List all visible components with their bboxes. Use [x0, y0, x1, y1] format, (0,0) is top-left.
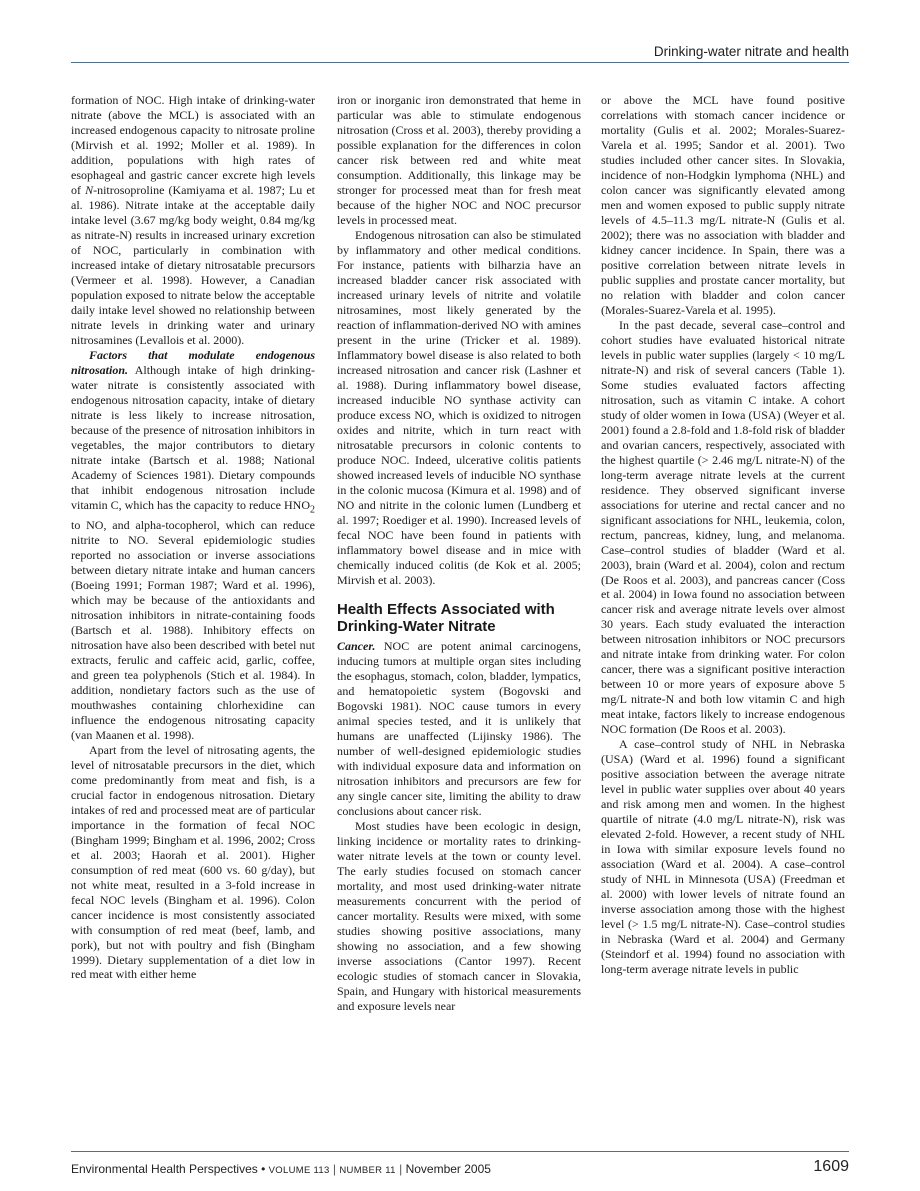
paragraph: Factors that modulate endogenous nitrosation. Although intake of high drinking-water nitrate is consistently associated with endogenous nitrosation capacity, intake of dietary nitrate is less likely to increase nitrosation, because of the presence of nitrosation inhibitors in vegetables, the major contributors to dietary nitrate intake (Bartsch et al. 1988; National Academy of Sciences 1981). Dietary compounds that inhibit endogenous nitrosation include vitamin C, which has the capacity to reduce $HNO_2$ to NO, and alpha-tocopherol, which can reduce nitrite to NO. Several epidemiologic studies reported no association or inverse associations between dietary nitrate intake and human cancers (Boeing 1991; Forman 1987; Ward et al. 1996), which may be because of the antioxidants and nitrosation inhibitors in nitrate-containing foods (Bartsch et al. 1988). Inhibitory effects on nitrosation have also been described with betel nut extracts, ferulic and caffeic acid, garlic, coffee, and green tea polyphenols (Stich et al. 1984). In addition, nondietary factors such as the use of mouthwashes containing chlorhexidine can influence the endogenous nitrosating capacity (van Maanen et al. 1998).	[71, 347, 315, 742]
footer-rule	[71, 1151, 849, 1152]
header-rule	[71, 62, 849, 63]
paragraph: In the past decade, several case–control and cohort studies have evaluated historical nitrate levels in public water supplies (largely < 10 mg/L nitrate-N) and risk of several cancers (Table 1). Some studies evaluated factors affecting nitrosation, such as vitamin C intake. A cohort study of older women in Iowa (USA) (Weyer et al. 2001) found a 2.8-fold and 1.8-fold risk of bladder and ovarian cancers, respectively, associated with the highest quartile (> 2.46 mg/L nitrate-N) of the long-term average nitrate levels at the current residence. They observed significant inverse associations for uterine and rectal cancer and no significant associations for NHL, leukemia, colon, rectum, pancreas, kidney, lung, and melanoma. Case–control studies of bladder (Ward et al. 2003), brain (Ward et al. 2004), colon and rectum (De Roos et al. 2003), and pancreas cancer (Coss et al. 2004) in Iowa found no association between cancer risk and average nitrate levels over almost 30 years. Each study evaluated the interaction between nitrosation inhibitors or NOC precursors and nitrate intake from drinking water. For colon cancer, there was a significant positive interaction between 10 or more years of exposure above 5 mg/L nitrate-N and both low vitamin C and high meat intake, factors likely to increase endogenous NOC formation (De Roos et al. 2003).	[601, 317, 845, 737]
paragraph: Most studies have been ecologic in design, linking incidence or mortality rates to drinking-water nitrate levels at the town or county level. The early studies focused on stomach cancer mortality, and most used drinking-water nitrate measurements concurrent with the period of cancer mortality. Results were mixed, with some studies showing positive associations, many showing no association, and a few showing inverse associations (Cantor 1997). Recent ecologic studies of stomach cancer in Slovakia, Spain, and Hungary with historical measurements and exposure levels near	[337, 819, 581, 1014]
journal-name: Environmental Health Perspectives	[71, 1162, 258, 1176]
run-in-heading: Cancer.	[337, 639, 376, 654]
paragraph: or above the MCL have found positive correlations with stomach cancer incidence or mortality (Gulis et al. 2002; Morales-Suarez-Varela et al. 1995; Sandor et al. 2001). Two studies included other cancer sites. In Slovakia, incidence of non-Hodgkin lymphoma (NHL) and colon cancer was significantly elevated among men and women exposed to public supply nitrate levels of 4.5–11.3 mg/L nitrate-N (Gulis et al. 2002); there was no association with bladder and kidney cancer incidence. In Spain, there was a positive correlation between nitrate levels in public supplies and prostate cancer mortality, but no relation with bladder and colon cancer (Morales-Suarez-Varela et al. 1995).	[601, 93, 845, 317]
volume: VOLUME 113	[268, 1165, 330, 1176]
issue-number: NUMBER 11	[339, 1165, 396, 1176]
running-title: Drinking-water nitrate and health	[653, 44, 849, 59]
paragraph: Cancer. NOC are potent animal carcinogens, inducing tumors at multiple organ sites including the esophagus, stomach, colon, bladder, lympatics, and hematopoietic system (Bogovski and Bogovski 1981). NOC cause tumors in every animal species tested, and it is unlikely that humans are unaffected (Lijinsky 1986). The number of well-designed epidemiologic studies with individual exposure data and information on nitrosation inhibitors and precursors are few for any single cancer site, limiting the ability to draw conclusions about cancer risk.	[337, 639, 581, 819]
text-column-2	[337, 93, 581, 1014]
paragraph: A case–control study of NHL in Nebraska (USA) (Ward et al. 1996) found a significant positive association between the average nitrate level in public water supplies over about 40 years and risk among men and women. In the highest quartile of nitrate (4.0 mg/L nitrate-N), risk was elevated 2-fold. However, a recent study of NHL in Iowa with similar exposure levels found no association (Ward et al. 2004). A case–control study of NHL in Minnesota (USA) (Freedman et al. 2000) with lower levels of nitrate found an inverse association among those with the highest level (> 1.5 mg/L nitrate-N). Case–control studies in Nebraska (Ward et al. 2004) and Germany (Steindorf et al. 1994) found no association with long-term average nitrate levels in public	[601, 737, 845, 977]
paragraph: Endogenous nitrosation can also be stimulated by inflammatory and other medical conditions. For instance, patients with bilharzia have an increased bladder cancer risk associated with increased urinary levels of nitrite and volatile nitrosamines, most likely generated by the reaction of inflammation-derived NO with amines present in the urine (Tricker et al. 1989). Inflammatory bowel disease is also related to both increased nitrosation and cancer risk (Lashner et al. 1988). During inflammatory bowel disease, increased inducible NO synthase activity can produce excess NO, which is oxidized to nitrogen oxides and nitrite, which in turn react with nitrosatable precursors in colonic contents to produce NOC. Indeed, ulcerative colitis patients showed increased levels of inducible NO synthase in the colonic mucosa (Kimura et al. 1998) and of NO and nitrite in the colonic lumen (Lundberg et al. 1997; Roediger et al. 1990). Increased levels of fecal NOC have been found in patients with inflammatory bowel disease and in mice with chemically induced colitis (de Kok et al. 2005; Mirvish et al. 2003).	[337, 227, 581, 587]
paragraph: iron or inorganic iron demonstrated that heme in particular was able to stimulate endogenous nitrosation (Cross et al. 2003), thereby providing a possible explanation for the differences in colon cancer risk between red and white meat consumption. Additionally, this linkage may be stronger for processed meat than for fresh meat because of the higher NOC and NOC precursor levels in processed meat.	[337, 93, 581, 227]
journal-citation: Environmental Health Perspectives • VOLUME 113 | NUMBER 11 | November 2005	[71, 1162, 491, 1176]
page-number: 1609	[813, 1158, 849, 1175]
issue-date: November 2005	[405, 1162, 491, 1176]
run-in-heading: Factors that modulate endogenous nitrosation.	[71, 347, 315, 377]
bullet-separator: •	[261, 1162, 266, 1176]
text-column-3	[601, 93, 845, 977]
section-heading: Health Effects Associated with Drinking-Water Nitrate	[337, 601, 555, 636]
paragraph: Apart from the level of nitrosating agents, the level of nitrosatable precursors in the diet, which come predominantly from meat and fish, is a crucial factor in endogenous nitrosation. Dietary intakes of red and processed meat are of particular importance in the formation of fecal NOC (Bingham 1999; Bingham et al. 1996, 2002; Cross et al. 2003; Haorah et al. 2001). Higher consumption of red meat (600 vs. 60 g/day), but not white meat, resulted in a 3-fold increase in fecal NOC levels (Bingham et al. 1996). Colon cancer incidence is most consistently associated with consumption of red meat (beef, lamb, and pork), but not with poultry and fish (Bingham 1999). Dietary supplementation of a diet low in red meat with either heme	[71, 742, 315, 982]
text-column-1	[71, 93, 315, 982]
paragraph: formation of NOC. High intake of drinking-water nitrate (above the MCL) is associated with an increased endogenous capacity to nitrosate proline (Mirvish et al. 1992; Moller et al. 1989). In addition, populations with high rates of esophageal and gastric cancer excrete high levels of N-nitrosoproline (Kamiyama et al. 1987; Lu et al. 1986). Nitrate intake at the acceptable daily intake level (3.67 mg/kg body weight, 0.84 mg/kg as nitrate-N) results in increased urinary excretion of NOC, particularly in combination with increased intake of dietary nitrosatable precursors (Vermeer et al. 1998). However, a Canadian population exposed to nitrate below the acceptable daily intake level showed no relationship between nitrate levels in drinking water and urinary nitrosamines (Levallois et al. 2000).	[71, 93, 316, 347]
